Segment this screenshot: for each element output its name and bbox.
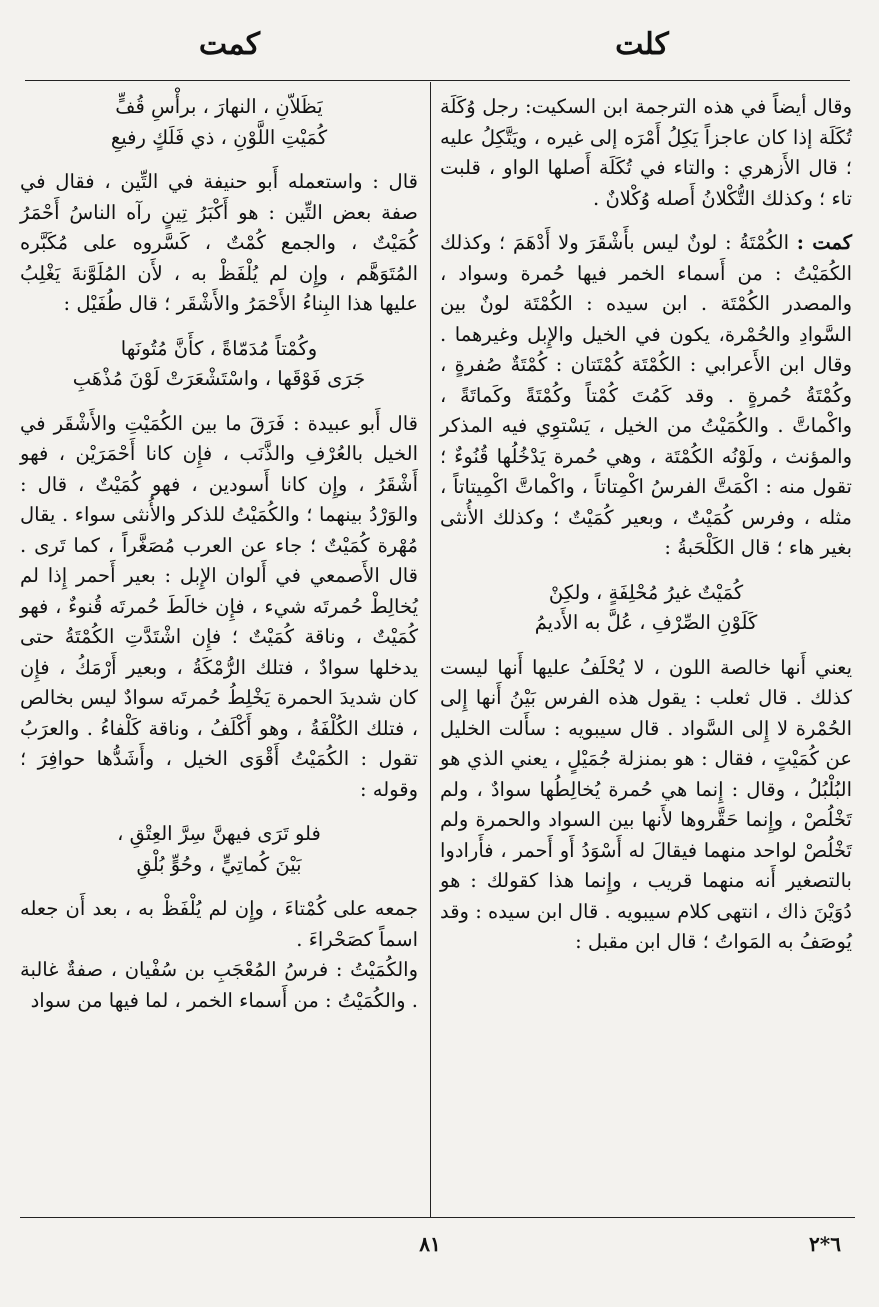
verse-line	[20, 123, 418, 154]
paragraph-text: جَرَى فَوْقَها ، واسْتَشْعَرَتْ لَوْنَ مُذْهَبِ	[72, 367, 366, 390]
paragraph-text: فلو تَرَى فيهنَّ سِرَّ العِتْقِ ،	[117, 822, 321, 845]
paragraph	[440, 228, 852, 564]
spacer	[20, 805, 418, 819]
running-head-right: كلت	[615, 27, 669, 62]
page-number: ٨١	[419, 1232, 441, 1256]
entry-headword: كمت :	[796, 231, 853, 254]
paragraph-text: الكُمْتَةُ : لونٌ ليس بأَشْقَرَ ولا أَدْهَمَ ؛ وكذلك الكُمَيْتُ : من أَسماء الخمر فيها حُمرة وسواد ، والمصدر الكُمْتَة . ابن سيده : الكُمْتَة لونٌ بين السَّوادِ والحُمْرة، يكون في الخيل والإِبل وغيرهما . وقال ابن الأَعرابي : الكُمْتَة كُمْتَتان : كُمْتَةٌ صُفرةٍ ، وكُمْتَةُ حُمرةٍ . وقد كَمُتَ كُمْتاً وكُمْتَةً وكَماتَةً ، واكْماتَّ . والكُمَيْتُ من الخيل ، يَسْتوِي فيه المذكر والمؤنث ، ولَوْنُه الكُمْتَة ، وهي حُمرة يَدْخُلُها قُنُوءٌ ؛ تقول منه : اكْمَتَّ الفرسُ اكْمِتاتاً ، واكْماتَّ اكْمِيتاتاً ، مثله ، وفرس كُمَيْتٌ ، وبعير كُمَيْتٌ ؛ وكذلك الأُنثى بغير هاء ؛ قال الكَلْحَبةُ :	[440, 231, 852, 559]
verse-line	[440, 578, 852, 609]
spacer	[20, 153, 418, 167]
paragraph-text: قال : واستعمله أَبو حنيفة في التِّين ، فقال في صفة بعض التِّين : هو أَكْبَرُ تِينٍ رآه الناسُ أَحْمَرُ كُمَيْتٌ ، والجمع كُمْتٌ ، كَسَّروه على مُكَبَّره المُتَوَهَّم ، وإِن لم يُلْفَظْ به ، لأَن المُلَوَّنةَ يَغْلِبُ عليها هذا البِناءُ الأَحْمَرُ والأَشْقَر ؛ قال طُفَيْل :	[20, 170, 418, 315]
paragraph	[20, 167, 418, 320]
paragraph-text: وكُمْتاً مُدَمّاةً ، كأَنَّ مُتُونَها	[120, 336, 318, 360]
bottom-rule	[20, 1217, 855, 1218]
paragraph	[20, 409, 418, 806]
left-column	[20, 92, 418, 1016]
spacer	[440, 564, 852, 578]
right-column	[440, 92, 852, 958]
paragraph-text: يعني أَنها خالصة اللون ، لا يُحْلَفُ عليها أَنها ليست كذلك . قال ثعلب : يقول هذه الفرس بَيْنُ أَنها إِلى الحُمْرة لا إِلى السَّواد . قال سيبويه : سأَلت الخليل عن كُمَيْتٍ ، فقال : هو بمنزلة جُمَيْلٍ ، يعني الذي هو البُلْبُلُ ، وقال : إِنما هي حُمرة يُخالِطُها سوادٌ ، ولم تَخْلُصْ ، وإِنما حَقَّروها لأَنها بين السواد والحمرة ولم تَخْلُصْ لواحد منهما فيقالَ له أَسْوَدُ أَو أَحمر ، فأَرادوا بالتصغير أَنه منهما قريب ، وإِنما هذا كقولك : هو دُوَيْنَ ذاك ، انتهى كلام سيبويه . قال ابن سيده : وقد يُوصَفُ به المَواتُ ؛ قال ابن مقبل :	[440, 655, 852, 953]
verse-line	[20, 92, 418, 123]
paragraph-text: بَيْنَ كُماتِيٍّ ، وحُوٍّ بُلْقِ	[136, 852, 302, 876]
spacer	[20, 320, 418, 334]
spacer	[20, 880, 418, 894]
paragraph-text: كُمَيْتٌ غيرُ مُحْلِفَةٍ ، ولكِنْ	[548, 580, 744, 604]
paragraph-text: جمعه على كُمْتاءَ ، وإِن لم يُلْفَظْ به ، بعد أَن جعله اسماً كصَحْراءَ .	[20, 897, 418, 951]
paragraph	[20, 894, 418, 955]
verse-line	[20, 334, 418, 365]
paragraph	[440, 653, 852, 958]
paragraph-text: يَظَلاّنِ ، النهارَ ، برأْسِ قُفٍّ	[115, 95, 323, 118]
signature-mark: ٦*٢	[809, 1232, 841, 1256]
paragraph-text: والكُمَيْتُ : فرسُ المُعْجَبِ بن سُفْيان ، صفةٌ غالبة . والكُمَيْتُ : من أَسماء الخمر ، لما فيها من سواد	[20, 958, 418, 1012]
paragraph	[20, 955, 418, 1016]
paragraph-text: كُمَيْتِ اللَّوْنِ ، ذي فَلَكٍ رفيعِ	[110, 125, 328, 149]
column-divider	[430, 82, 431, 1217]
spacer	[440, 214, 852, 228]
top-rule	[25, 80, 850, 81]
verse-line	[20, 850, 418, 881]
spacer	[440, 639, 852, 653]
verse-line	[440, 608, 852, 639]
paragraph-text: كَلَوْنِ الصِّرْفِ ، عُلَّ به الأَديمُ	[534, 611, 758, 634]
paragraph	[440, 92, 852, 214]
verse-line	[20, 364, 418, 395]
paragraph-text: وقال أيضاً في هذه الترجمة ابن السكيت: رجل وُكَلَة تُكَلَة إذا كان عاجزاً يَكِلُ أَمْرَه إلى غيره ، ويَتَّكِلُ عليه ؛ قال الأَزهري : والتاء في تُكَلَة أَصلها الواو ، قلبت تاء ؛ وكذلك التُّكْلانُ أَصله وُكْلانٌ .	[440, 95, 852, 210]
spacer	[20, 395, 418, 409]
verse-line	[20, 819, 418, 850]
running-head-left: كمت	[198, 27, 260, 62]
paragraph-text: قال أَبو عبيدة : فَرَقَ ما بين الكُمَيْتِ والأَشْقَر في الخيل بالعُرْفِ والذَّنَب ، فإِن كانا أَحْمَرَيْن ، فهو أَشْقَرُ ، وإِن كانا أَسودين ، فهو كُمَيْتٌ ، قال : والوَرْدُ بينهما ؛ والكُمَيْتُ للذكر والأُنثى سواء . يقال مُهْرة كُمَيْتٌ ؛ جاء عن العرب مُصَغَّراً ، كما تَرى . قال الأَصمعي في أَلوان الإِبل : بعير أَحمر إِذا لم يُخالِطْ حُمرتَه شيء ، فإِن خالَطَ حُمرتَه قُنوءٌ ، فهو كُمَيْتٌ ، وناقة كُمَيْتٌ ؛ فإِن اشْتَدَّتِ الكُمْتَةُ حتى يدخلها سوادٌ ، فتلك الرُّمْكَةُ ، وبعير أَرْمَكُ ، فإِن كان شديدَ الحمرة يَخْلِطُ حُمرتَه سوادٌ ليس بخالص ، فتلك الكُلْفَةُ ، وهو أَكْلَفُ ، وناقة كَلْفاءُ . والعرَبُ تقول : الكُمَيْتُ أَقْوَى الخيل ، وأَشَدُّها حوافِرَ ؛ وقوله :	[20, 411, 418, 801]
